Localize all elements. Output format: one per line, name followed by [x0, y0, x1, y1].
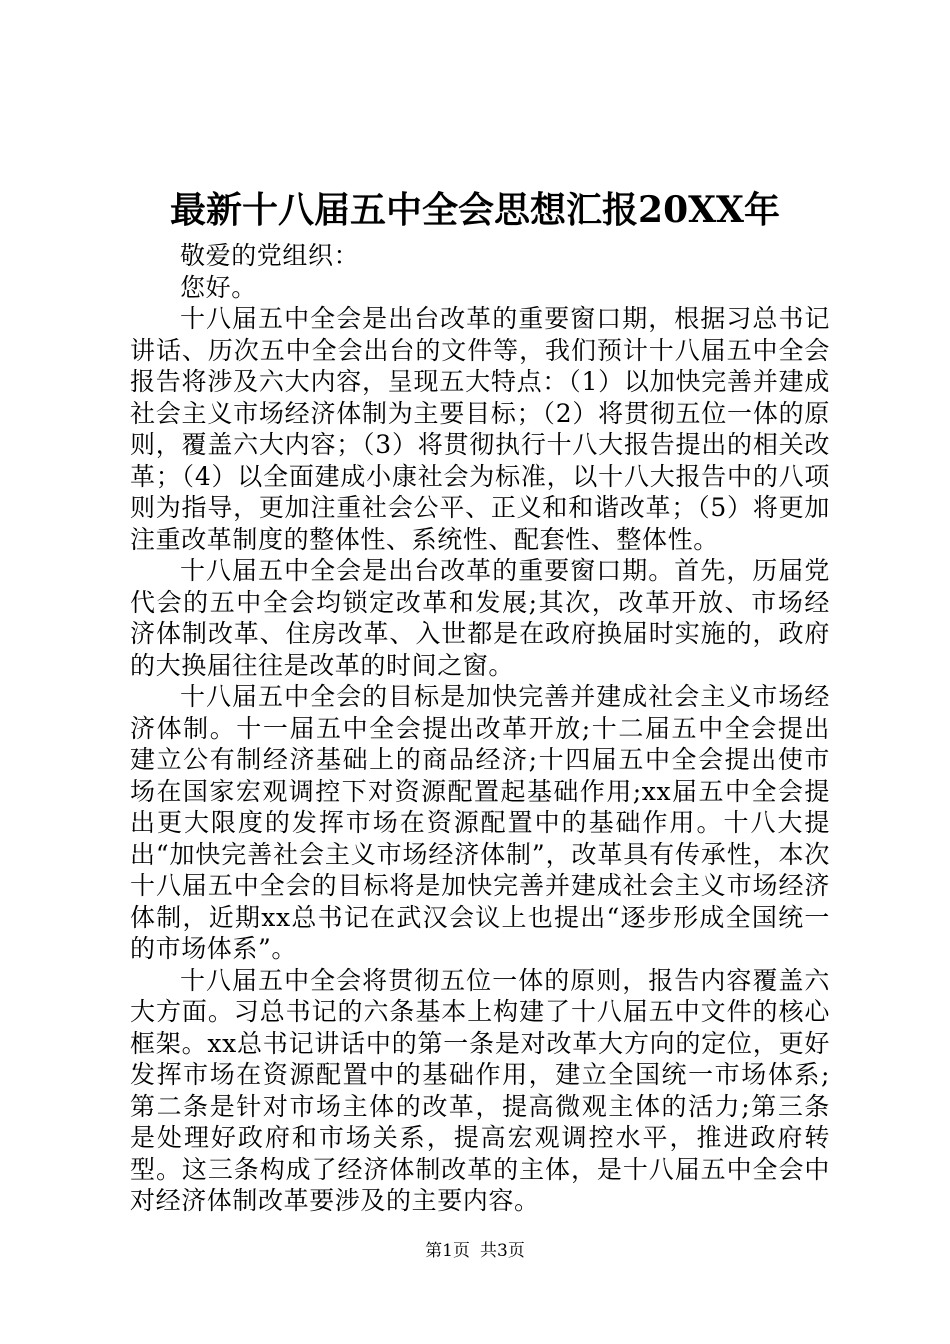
salutation: 敬爱的党组织：	[180, 241, 360, 270]
document-body	[130, 240, 830, 1217]
body-paragraph: 十八届五中全会的目标是加快完善并建成社会主义市场经济体制。十一届五中全会提出改革开放;十二届五中全会提出建立公有制经济基础上的商品经济;十四届五中全会提出使市场在国家宏观调控下对资源配置起基础作用;xx届五中全会提出更大限度的发挥市场在资源配置中的基础作用。十八大提出“加快完善社会主义市场经济体制”，改革具有传承性，本次十八届五中全会的目标将是加快完善并建成社会主义市场经济体制，近期xx总书记在武汉会议上也提出“逐步形成全国统一的市场体系”。	[130, 682, 830, 963]
document-title: 最新十八届五中全会思想汇报20XX年	[170, 189, 780, 231]
body-paragraph: 十八届五中全会是出台改革的重要窗口期。首先，历届党代会的五中全会均锁定改革和发展;其次，改革开放、市场经济体制改革、住房改革、入世都是在政府换届时实施的，政府的大换届往往是改革的时间之窗。	[130, 556, 830, 680]
page-number-current: 第1页	[425, 1241, 470, 1261]
page-number-total: 共3页	[480, 1241, 525, 1261]
body-paragraph: 十八届五中全会将贯彻五位一体的原则，报告内容覆盖六大方面。习总书记的六条基本上构建了十八届五中文件的核心框架。xx总书记讲话中的第一条是对改革大方向的定位，更好发挥市场在资源配置中的基础作用，建立全国统一市场体系;第二条是针对市场主体的改革，提高微观主体的活力;第三条是处理好政府和市场关系，提高宏观调控水平，推进政府转型。这三条构成了经济体制改革的主体，是十八届五中全会中对经济体制改革要涉及的主要内容。	[130, 965, 830, 1215]
greeting: 您好。	[180, 272, 257, 302]
page-footer	[0, 1240, 950, 1262]
body-paragraph: 十八届五中全会是出台改革的重要窗口期，根据习总书记讲话、历次五中全会出台的文件等，我们预计十八届五中全会报告将涉及六大内容，呈现五大特点：（1）以加快完善并建成社会主义市场经济体制为主要目标；（2）将贯彻五位一体的原则，覆盖六大内容；（3）将贯彻执行十八大报告提出的相关改革；（4）以全面建成小康社会为标准，以十八大报告中的八项则为指导，更加注重社会公平、正义和和谐改革；（5）将更加注重改革制度的整体性、系统性、配套性、整体性。	[130, 304, 830, 554]
